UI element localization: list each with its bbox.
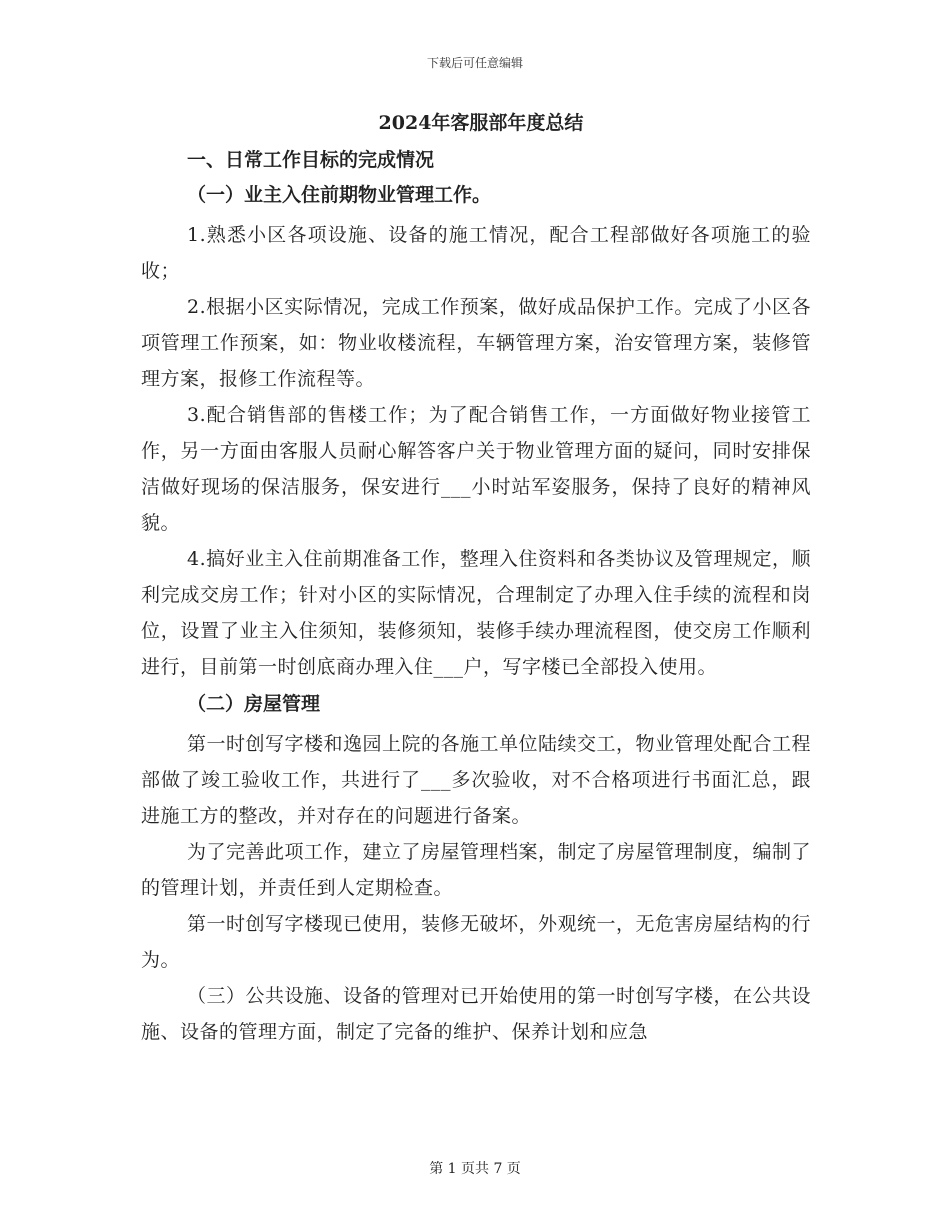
paragraph: 4.搞好业主入住前期准备工作，整理入住资料和各类协议及管理规定，顺利完成交房工作；针对小区的实际情况，合理制定了办理入住手续的流程和岗位，设置了业主入住须知，装修须知，装修手续办理流程图，使交房工作顺利进行，目前第一时创底商办理入住___户，写字楼已全部投入使用。 [141, 548, 811, 678]
paragraph: 2.根据小区实际情况，完成工作预案，做好成品保护工作。完成了小区各项管理工作预案，如：物业收楼流程，车辆管理方案，治安管理方案，装修管理方案，报修工作流程等。 [141, 296, 811, 390]
section-heading-1: 一、日常工作目标的完成情况 [187, 149, 435, 171]
paragraph: 为了完善此项工作，建立了房屋管理档案，制定了房屋管理制度，编制了的管理计划，并责任到人定期检查。 [141, 841, 812, 899]
page-number-footer: 第 1 页共 7 页 [429, 1161, 521, 1177]
paragraph: 1.熟悉小区各项设施、设备的施工情况，配合工程部做好各项施工的验收； [141, 224, 811, 282]
subsection-heading-1: （一）业主入住前期物业管理工作。 [187, 184, 492, 206]
page-header-note: 下载后可任意编辑 [426, 56, 523, 70]
paragraph: （三）公共设施、设备的管理对已开始使用的第一时创写字楼，在公共设施、设备的管理方面，制定了完备的维护、保养计划和应急 [141, 985, 812, 1043]
paragraph: 第一时创写字楼现已使用，装修无破坏，外观统一，无危害房屋结构的行为。 [141, 913, 812, 971]
document-title: 2024年客服部年度总结 [378, 112, 584, 134]
paragraph: 第一时创写字楼和逸园上院的各施工单位陆续交工，物业管理处配合工程部做了竣工验收工作，共进行了___多次验收，对不合格项进行书面汇总，跟进施工方的整改，并对存在的问题进行备案。 [141, 733, 812, 827]
subsection-heading-2: （二）房屋管理 [187, 693, 321, 715]
paragraph: 3.配合销售部的售楼工作；为了配合销售工作，一方面做好物业接管工作，另一方面由客服人员耐心解答客户关于物业管理方面的疑问，同时安排保洁做好现场的保洁服务，保安进行___小时站军姿服务，保持了良好的精神风貌。 [141, 404, 811, 534]
document-body [141, 108, 811, 1050]
